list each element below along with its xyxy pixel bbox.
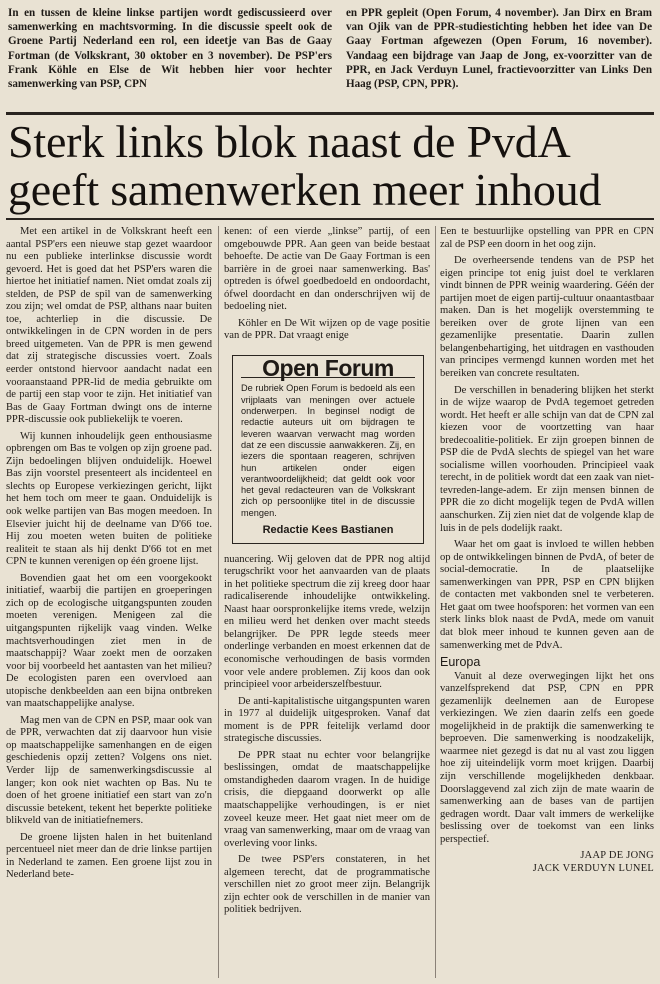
author-signature	[440, 850, 654, 875]
paragraph: Köhler en De Wit wijzen op de vage positie van de PPR. Dat vraagt enige	[224, 317, 430, 342]
open-forum-text: De rubriek Open Forum is bedoeld als een vrijplaats van meningen over actuele onderwerpen. In beginsel nodigt de redactie auteurs uit om bijdragen te leveren waarvan verwacht mag worden dat ze een discussie aanwakkeren. Zij, en iezers die spontaan reageren, schrijven hun artikelen onder eigen verantwoordelijkheid; dat geldt ook voor het geval redacteuren van de Volkskrant zich op persoonlijke titel in de discussie mengen.	[241, 383, 415, 518]
paragraph: kenen: of een vierde „linkse” partij, of een omgebouwde PPR. Aan geen van beide bestaat behoefte. De actie van De Gaay Fortman is een barrière in de groei naar samenwerking. Bas' optreden is ófwel goedbedoeld en ondoordacht, ófwel doordacht en dan onderschrijven wij de bedoeling niet.	[224, 226, 430, 313]
intro-right: en PPR gepleit (Open Forum, 4 november). Jan Dirx en Bram van Ojik van de PPR-studiestichting hebben het idee van De Gaay Fortman afgewezen (Open Forum, 16 november). Vandaag een bijdrage van Jaap de Jong, ex-voorzitter van de PPR, en Jack Verduyn Lunel, fractievoorzitter van Links Den Haag (PSP, CPN, PPR).	[346, 7, 652, 91]
paragraph: Met een artikel in de Volkskrant heeft een aantal PSP'ers een nieuwe stap gezet waardoor nu een publieke interlinkse discussie wordt gevoerd. Het is goed dat het PSP'ers waren die hiertoe het initiatief namen. Niet omdat zoals zij stelden, de PSP de spil van de samenwerking zou zijn; wel omdat de PSP, althans naar buiten toe, achterliep in die discussie. De ontwikkelingen in de CPN worden in de pers breed uitgemeten. Van de PPR is men gewend dat zij strategische discussies voert. Zoals eerder ontstond hiervoor aandacht nadat een vooraanstaand PPR-lid de media gebruikte om de partij een stap voor te zijn. Het initiatief van Bas de Gaay Fortman dwingt ons de interne PPR-discussie ook publiekelijk te voeren.	[6, 226, 212, 426]
open-forum-title: Open Forum	[241, 362, 415, 379]
top-rule	[6, 112, 654, 115]
column-1	[6, 226, 212, 886]
paragraph: De groene lijsten halen in het buitenland percentueel niet meer dan de drie linkse partijen in Nederland te zamen. Een groene lijst zou in Nederland bete-	[6, 831, 212, 881]
headline: Sterk links blok naast de PvdA geeft samenwerken meer inhoud	[8, 116, 602, 215]
paragraph: Een te bestuurlijke opstelling van PPR en CPN zal de PSP een doorn in het oog zijn.	[440, 226, 654, 250]
paragraph: De overheersende tendens van de PSP het eigen principe tot enig juist doel te verklaren vindt binnen de PPR weinig waardering. Géén der partijen moet de eigen partij-cultuur onaantastbaar maken. Dan is het mogelijk overstemming te bereiken over de grote lijnen van een gezamenlijke presentatie. Daarin zullen belangenbehartiging, het uitdragen en vasthouden van principes vermengd kunnen worden met het bereiken van concrete resultaten.	[440, 255, 654, 380]
column-divider	[218, 226, 219, 978]
column-divider	[435, 226, 436, 978]
paragraph: De PPR staat nu echter voor belangrijke beslissingen, omdat de maatschappelijke omstandigheden daarom vragen. In de huidige crisis, die diepgaand doorwerkt op alle maatschappelijke verhoudingen, is er niet zoveel keuze meer. Het gaat niet meer om de vraag van samenwerking, maar om de vraag van overleving voor links.	[224, 749, 430, 849]
column-3	[440, 226, 654, 875]
column-2	[224, 226, 430, 921]
headline-rule	[6, 218, 654, 220]
intro-block	[8, 6, 652, 110]
paragraph: De twee PSP'ers constateren, in het algemeen terecht, dat de programmatische verschillen niet zo groot meer zijn. Belangrijk zijn echter ook de verschillen in de manier van politiek bedrijven.	[224, 854, 430, 916]
paragraph: De anti-kapitalistische uitgangspunten waren in 1977 al duidelijk uitgesproken. Vanaf dat moment is de PPR feitelijk verlamd door strategische discussies.	[224, 695, 430, 745]
paragraph: nuancering. Wij geloven dat de PPR nog altijd terugschrikt voor het aanvaarden van de plaats in het politieke spectrum die zij kreeg door haar radicaliserende inhoudelijke ontwikkeling. Naast haar oorspronkelijke items vrede, welzijn en milieu werd het denken over macht steeds belangrijker. De PPR legde steeds meer onderlinge verbanden en moest erkennen dat de economische verhoudingen de basis vormden voor vele andere problemen. Zij koos dan ook principieel voor arbeiderszelfbestuur.	[224, 553, 430, 691]
open-forum-credit: Redactie Kees Bastianen	[262, 524, 394, 537]
paragraph: Waar het om gaat is invloed te willen hebben op de ontwikkelingen binnen de PvdA, of beter de social-democratie. In de plaatselijke samenwerkingen van PPR, PSP en CPN blijken de contacten met vakbonden snel te verbeteren. Het gaat om twee hoofsporen: het vormen van een sterk links blok naast de PvdA, mede om vanuit dat blok meer inhoud te kunnen geven aan de samenwerking met de PdvA.	[440, 539, 654, 651]
open-forum-box	[232, 355, 424, 544]
section-subhead: Europa	[440, 655, 481, 670]
paragraph: De verschillen in benadering blijken het sterkt in de wijze waarop de PvdA tegemoet getreden wordt. Het heeft er alle schijn van dat de CPN zal kiezen voor de voortzetting van haar bredecoalitie-politiek. Er zijn groepen binnen de PSP die de PvdA slechts de spiegel van het ware socialisme willen voorhouden. Principieel vaak terecht, in de politiek wordt dat een zaak van niet-tevreden-lange-adem. Er zijn mensen binnen de PPR die zo dicht mogelijk tegen de PvdA willen aanschurken. Zij zien niet dat de volgende klap de luis in de pels dodelijk raakt.	[440, 384, 654, 534]
paragraph: Vanuit al deze overwegingen lijkt het ons vanzelfsprekend dat PSP, CPN en PPR gezamenlijk deelnemen aan de Europese verkiezingen. We zien daarin zelfs een goede mogelijkheid in de praktijk die samenwerking te beproeven. Die samenwerking is noodzakelijk, waarmee niet gezegd is dat nu al vast zou liggen hoe zij uiteindelijk vorm moet krijgen. Daarbij zijn verschillende mogelijkheden denkbaar. Doorslaggevend zal zich zijn de mate waarin de samenwerking aan de bases van de partijen gedragen wordt. Daar valt immers de werkelijke beslissing over de toekomst van een links perspectief.	[440, 670, 654, 845]
paragraph: Mag men van de CPN en PSP, maar ook van de PPR, verwachten dat zij daarvoor hun visie op maatschappelijke samenhangen en de eigen geschiedenis opzij zetten? Volgens ons niet. Verder lijp de samenwerkingsdiscussie al langer; kon ook niet wachten op Bas. Nu te doen of het groene initiatief een start van zo'n discussie betekent, tekent het beperkte politieke blikveld van de initiatiefnemers.	[6, 714, 212, 827]
author-name: JACK VERDUYN LUNEL	[532, 862, 654, 874]
intro-left: In en tussen de kleine linkse partijen wordt gediscussieerd over samenwerking en machtsvorming. In die discussie speelt ook de Groene Partij Nederland een rol, een ideetje van Bas de Gaay Fortman (de Volkskrant, 30 oktober en 3 november). De PSP'ers Frank Köhle en Else de Wit hebben hier voor hechter samenwerking van PSP, CPN	[8, 7, 332, 91]
paragraph: Wij kunnen inhoudelijk geen enthousiasme opbrengen om Bas te volgen op zijn groene pad. Zijn bedoelingen blijven onduidelijk. Hoewel Bas zijn voorstel presenteert als incidenteel en slechts op Europese verkiezingen gericht, lijkt het hem toch om meer te gaan. Onduidelijk is ook welke partijen van Bas mogen meedoen. In Elsevier juicht hij de deelname van D'66 toe. Hij zou moeten weten buiten de politieke realiteit te staan als hij denkt D'66 tot en met CPN te kunnen verenigen op één groene lijst.	[6, 430, 212, 568]
article-body	[6, 226, 654, 978]
author-name: JAAP DE JONG	[580, 850, 654, 862]
paragraph: Bovendien gaat het om een voorgekookt initiatief, waarbij die partijen en groeperingen zich op de ecologische uitgangspunten zouden moeten verenigen. Menigeen zal die uitgangspunten rijkelijk vaag vinden. Welke machtsverhoudingen ziet men in de maatschappij? Waar zoekt men de oorzaken voor bij voorbeeld het aantasten van het milieu? De ecologisten paren een overvloed aan utopische denkbeelden aan een bijna ontbreken van maatschappelijke analyse.	[6, 572, 212, 710]
